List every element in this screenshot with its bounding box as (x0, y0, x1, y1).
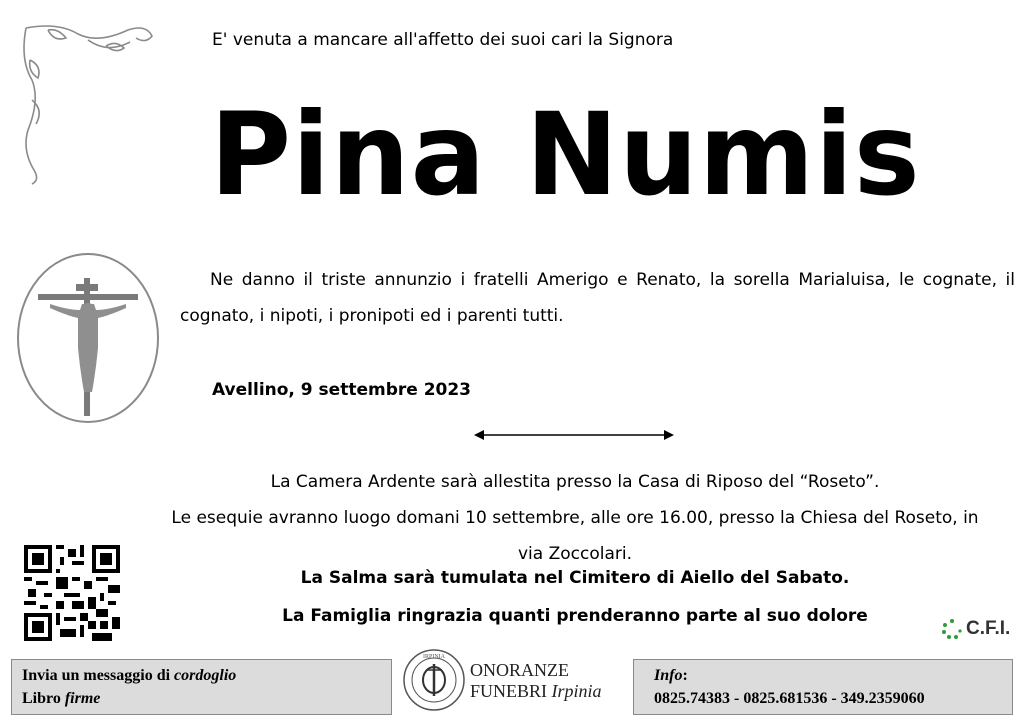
phone-numbers[interactable]: 0825.74383 - 0825.681536 - 349.2359060 (654, 690, 925, 707)
qr-code-icon[interactable] (24, 545, 120, 641)
brand-line2 (470, 681, 602, 702)
funeral-home-name (470, 660, 602, 702)
brand-line2-emph: Irpinia (551, 681, 602, 701)
book-prefix: Libro (22, 690, 65, 707)
thanks-text: La Famiglia ringrazia quanti prenderanno parte al suo dolore (282, 606, 868, 626)
brand-line2-prefix: FUNEBRI (470, 681, 552, 701)
announcement-text: Ne danno il triste annunzio i fratelli Amerigo e Renato, la sorella Marialuisa, le cognate, il cognato, i nipoti, i pronipoti ed i parenti tutti. (180, 270, 1015, 326)
book-emph: firme (64, 690, 101, 707)
crucifix-icon (16, 252, 160, 424)
double-arrow-icon (474, 428, 674, 442)
funeral-text: Le esequie avranno luogo domani 10 settembre, alle ore 16.00, presso la Chiesa del Roseto, in via Zoccolari. (171, 508, 979, 564)
guestbook-link[interactable] (22, 687, 381, 710)
cfi-logo (941, 618, 1010, 640)
place-date: Avellino, 9 settembre 2023 (212, 380, 472, 400)
intro-text: E' venuta a mancare all'affetto dei suoi cari la Signora (212, 30, 674, 50)
ceremony-details (160, 464, 990, 572)
message-emph: cordoglio (174, 667, 237, 684)
info-label: Info (654, 667, 683, 684)
chapel-text: La Camera Ardente sarà allestita presso la Casa di Riposo del “Roseto”. (270, 472, 880, 492)
message-prefix: Invia un messaggio di (22, 667, 175, 684)
send-message-link[interactable] (22, 664, 381, 687)
info-box: Info: 0825.74383 - 0825.681536 - 349.2359060 (633, 659, 1013, 715)
funeral-home-logo-icon (402, 648, 466, 712)
condolence-box[interactable] (11, 659, 392, 715)
burial-text: La Salma sarà tumulata nel Cimitero di Aiello del Sabato. (300, 568, 850, 588)
brand-line1: ONORANZE (470, 660, 569, 680)
cfi-dots-icon (941, 618, 963, 640)
logo-top-text: IRPINIA (423, 654, 445, 660)
deceased-name: Pina Numis (209, 88, 921, 221)
cfi-label: C.F.I. (966, 618, 1011, 639)
